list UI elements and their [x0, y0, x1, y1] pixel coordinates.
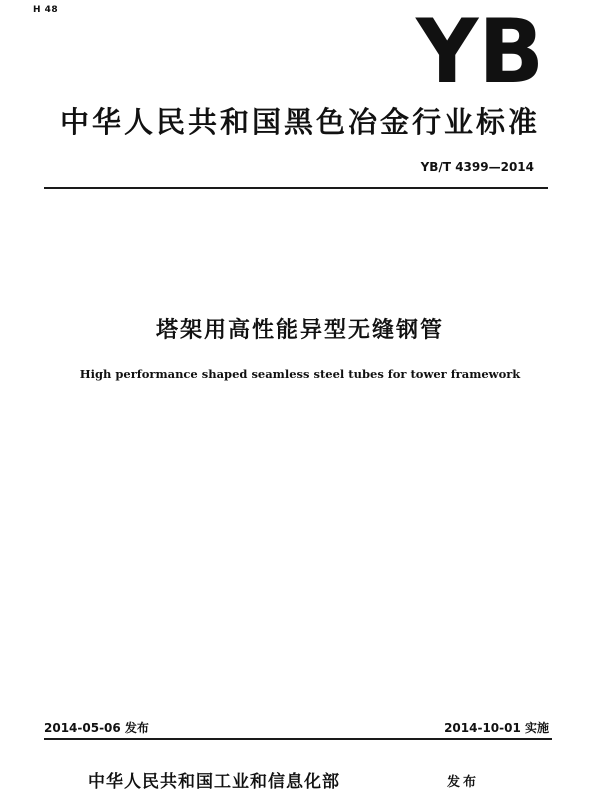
implementation-date: 2014-10-01 实施: [444, 721, 549, 735]
logo-text: YB: [415, 10, 544, 88]
classification-code: H 48: [33, 5, 59, 15]
chinese-title: 塔架用高性能异型无缝钢管: [155, 318, 444, 343]
issuer-action: 发布: [447, 775, 480, 790]
organization-title: 中华人民共和国黑色冶金行业标准: [59, 105, 540, 139]
issuing-authority: 中华人民共和国工业和信息化部: [88, 772, 340, 792]
english-title: High performance shaped seamless steel tubes for tower framework: [79, 367, 521, 381]
standard-number: YB/T 4399—2014: [420, 160, 534, 174]
bottom-divider: [44, 738, 552, 740]
issue-date: 2014-05-06 发布: [44, 721, 149, 735]
yb-logo: [410, 10, 550, 88]
top-divider: [44, 187, 548, 189]
